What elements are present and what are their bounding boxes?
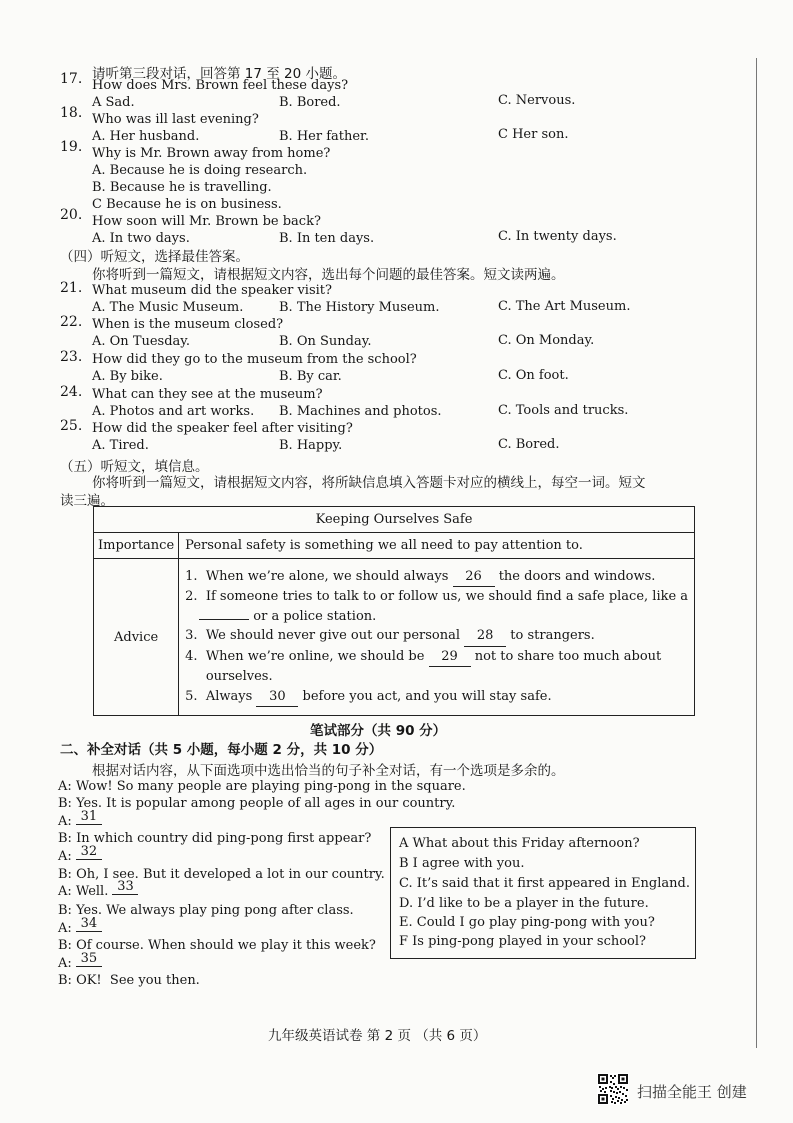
option-a: A. Photos and art works. (92, 404, 255, 419)
importance-text: Personal safety is something we all need to pay attention to. (179, 533, 695, 559)
answer-blank: 33 (112, 879, 138, 895)
dialogue-text: B: Of course. When should we play it this week? (58, 938, 376, 953)
page-footer: 九年级英语试卷 第 2 页 （共 6 页） (268, 1028, 487, 1044)
dialogue-line (58, 796, 455, 811)
option-b: B. Happy. (279, 438, 343, 453)
option-c: C. Nervous. (498, 93, 576, 108)
question-number: 20. (60, 207, 83, 223)
part-title: （五）听短文，填信息。 (60, 459, 209, 475)
advice-text: not to share too much about (470, 648, 662, 664)
part-instructions: 读三遍。 (60, 493, 114, 509)
importance-label: Importance (94, 533, 179, 559)
question-number: 24. (60, 384, 83, 400)
dialogue-text: B: Yes. We always play ping pong after class. (58, 903, 354, 918)
option-c: C. Bored. (498, 437, 560, 452)
dialogue-text: B: OK! See you then. (58, 973, 200, 988)
dialogue-line (58, 879, 138, 900)
qr-code-icon (597, 1073, 629, 1105)
advice-text: to strangers. (506, 628, 595, 644)
question-number: 21. (60, 280, 83, 296)
option-a: A. By bike. (92, 369, 163, 384)
dialogue-text: B: Oh, I see. But it developed a lot in our country. (58, 867, 385, 882)
option-b: B. Because he is travelling. (92, 180, 272, 195)
dialogue-text: A: (58, 814, 76, 829)
dialogue-text: A: Well. (58, 884, 113, 899)
dialogue-line (58, 831, 371, 846)
option-c: C. On Monday. (498, 333, 595, 348)
advice-item (185, 567, 688, 588)
option-item: A What about this Friday afternoon? (399, 836, 640, 851)
advice-label: Advice (94, 559, 179, 716)
advice-text: or a police station. (249, 608, 377, 624)
question-number: 22. (60, 314, 83, 330)
answer-blank: 29 (429, 647, 471, 668)
option-item: C. It’s said that it first appeared in England. (399, 876, 690, 891)
advice-item (185, 587, 688, 607)
advice-text: the doors and windows. (494, 568, 656, 584)
advice-text: 5. Always (185, 688, 257, 704)
answer-blank: 30 (256, 687, 298, 708)
option-a: A. The Music Museum. (92, 300, 244, 315)
advice-text: 1. When we’re alone, we should always (185, 568, 453, 584)
page-right-rule (756, 58, 757, 1048)
answer-blank (199, 607, 249, 620)
answer-blank: 35 (76, 951, 102, 967)
advice-text: 2. If someone tries to talk to or follow us, we should find a safe place, like a (185, 589, 689, 605)
section-intro: 请听第三段对话，回答第 17 至 20 小题。 (92, 66, 347, 82)
option-b: B. Her father. (279, 129, 369, 144)
option-b: B. The History Museum. (279, 300, 440, 315)
question-text: What museum did the speaker visit? (92, 283, 332, 298)
option-b: B. On Sunday. (279, 334, 372, 349)
dialogue-line (58, 903, 354, 918)
question-number: 19. (60, 139, 83, 155)
advice-text: before you act, and you will stay safe. (298, 688, 552, 704)
question-text: Who was ill last evening? (92, 112, 259, 127)
dialogue-line (58, 867, 385, 882)
part-instructions: 你将听到一篇短文，请根据短文内容，选出每个问题的最佳答案。短文读两遍。 (92, 267, 565, 283)
answer-blank: 34 (76, 916, 102, 932)
answer-blank: 26 (453, 567, 495, 588)
question-text: How soon will Mr. Brown be back? (92, 214, 321, 229)
answer-blank: 28 (464, 626, 506, 647)
advice-item (185, 667, 688, 687)
advice-item (185, 647, 688, 668)
watermark-text: 扫描全能王 创建 (637, 1083, 747, 1101)
part-title: （四）听短文，选择最佳答案。 (60, 249, 249, 265)
dialogue-line (58, 844, 102, 865)
option-item: F Is ping-pong played in your school? (399, 934, 647, 949)
question-number: 23. (60, 349, 83, 365)
part-instructions: 你将听到一篇短文，请根据短文内容，将所缺信息填入答题卡对应的横线上，每空一词。短文 (92, 475, 646, 491)
option-item: D. I’d like to be a player in the future. (399, 896, 649, 911)
option-a: A. Her husband. (92, 129, 200, 144)
option-c: C Her son. (498, 127, 569, 142)
question-text: Why is Mr. Brown away from home? (92, 146, 331, 161)
dialogue-line (58, 809, 102, 830)
info-table (93, 506, 695, 716)
question-text: How did the speaker feel after visiting? (92, 421, 353, 436)
answer-blank: 31 (76, 809, 102, 825)
question-number: 25. (60, 418, 83, 434)
dialogue-line (58, 973, 200, 988)
question-number: 17. (60, 71, 83, 87)
table-title: Keeping Ourselves Safe (94, 507, 695, 533)
question-number: 18. (60, 105, 83, 121)
dialogue-text: A: (58, 921, 76, 936)
dialogue-text: A: (58, 956, 76, 971)
option-b: B. Bored. (279, 95, 341, 110)
dialogue-line (58, 938, 376, 953)
dialogue-line (58, 779, 466, 794)
section-title: 二、补全对话（共 5 小题，每小题 2 分，共 10 分） (60, 742, 383, 758)
option-a: A. Tired. (92, 438, 149, 453)
option-a: A. On Tuesday. (92, 334, 191, 349)
dialogue-line (58, 951, 102, 972)
answer-blank: 32 (76, 844, 102, 860)
option-c: C. Tools and trucks. (498, 403, 629, 418)
advice-list (185, 567, 688, 708)
question-text: When is the museum closed? (92, 317, 284, 332)
question-text: How did they go to the museum from the school? (92, 352, 417, 367)
option-item: E. Could I go play ping-pong with you? (399, 915, 655, 930)
section-instructions: 根据对话内容，从下面选项中选出恰当的句子补全对话，有一个选项是多余的。 (92, 763, 565, 779)
advice-cell (179, 559, 695, 716)
option-a: A. In two days. (92, 231, 190, 246)
options-box (390, 827, 696, 959)
option-item: B I agree with you. (399, 856, 525, 871)
option-c: C. The Art Museum. (498, 299, 631, 314)
question-text: How does Mrs. Brown feel these days? (92, 78, 349, 93)
dialogue-text: B: In which country did ping-pong first appear? (58, 831, 372, 846)
option-b: B. In ten days. (279, 231, 375, 246)
advice-item (185, 687, 688, 708)
advice-item (185, 607, 688, 627)
dialogue-text: B: Yes. It is popular among people of all ages in our country. (58, 796, 456, 811)
advice-item (185, 626, 688, 647)
advice-text: 4. When we’re online, we should be (185, 648, 429, 664)
written-section-header: 笔试部分（共 90 分） (310, 723, 447, 739)
advice-text: 3. We should never give out our personal (185, 628, 465, 644)
option-b: B. Machines and photos. (279, 404, 442, 419)
dialogue-text: A: (58, 849, 76, 864)
advice-text: ourselves. (185, 669, 273, 685)
dialogue-text: A: Wow! So many people are playing ping-pong in the square. (58, 779, 466, 794)
option-c: C Because he is on business. (92, 197, 282, 212)
option-a: A. Because he is doing research. (92, 163, 308, 178)
option-c: C. On foot. (498, 368, 569, 383)
option-b: B. By car. (279, 369, 342, 384)
question-text: What can they see at the museum? (92, 387, 323, 402)
option-a: A Sad. (92, 95, 135, 110)
option-c: C. In twenty days. (498, 229, 617, 244)
dialogue-line (58, 916, 102, 937)
